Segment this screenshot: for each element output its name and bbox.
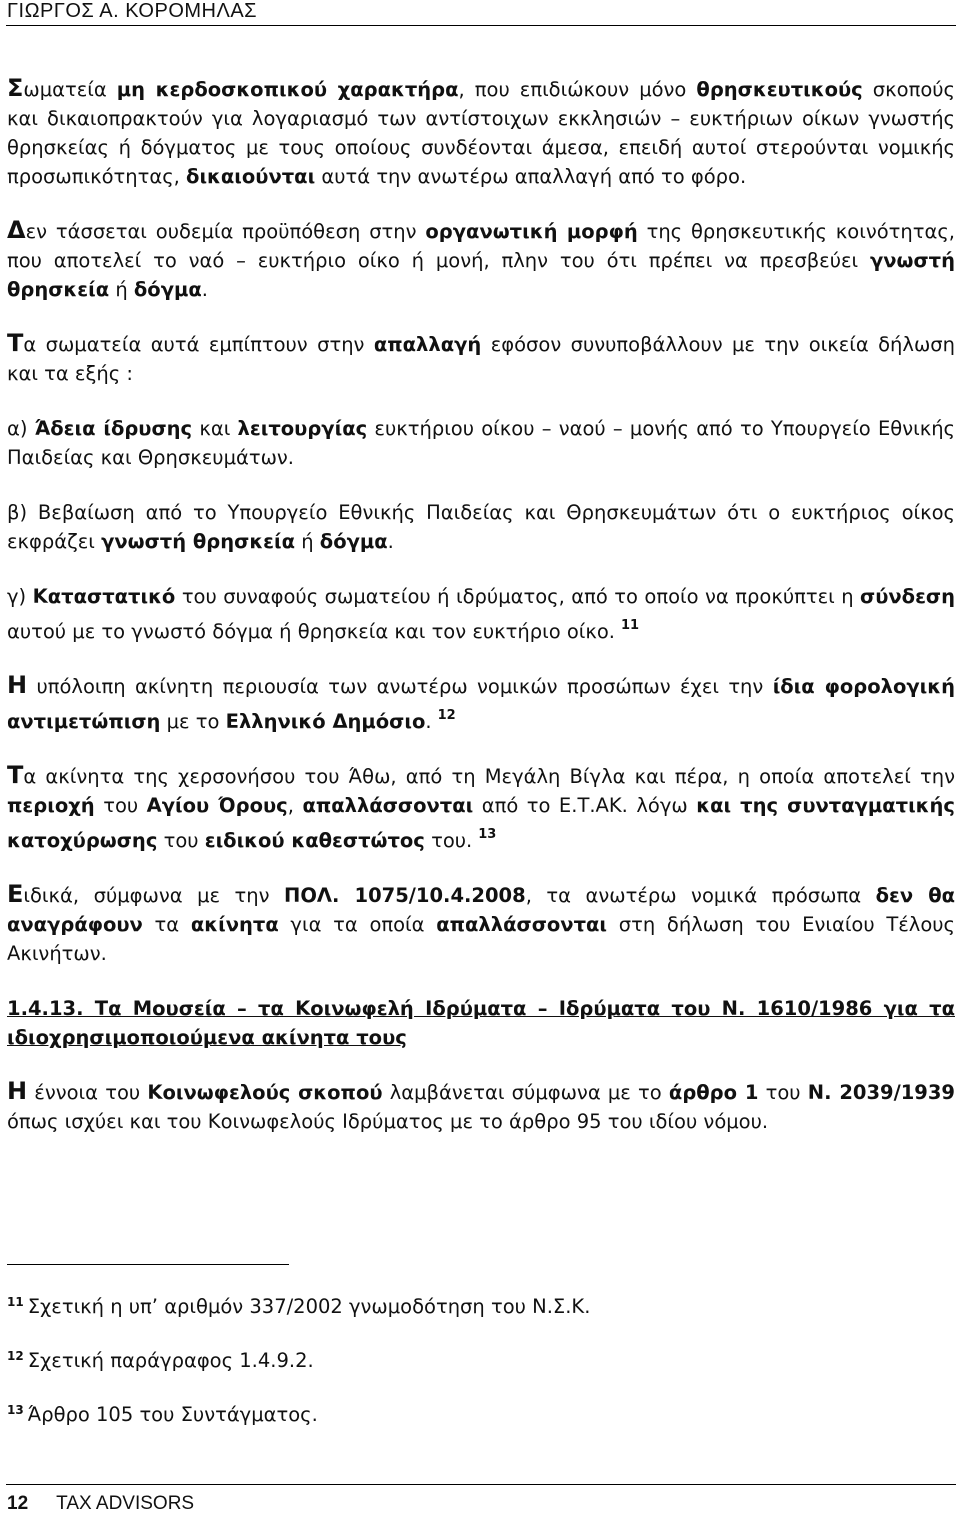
header-divider — [6, 25, 956, 26]
list-item-c: γ) Καταστατικό του συναφούς σωματείου ή ιδρύματος, από το οποίο να προκύπτει η σύνδεση αυτού με το γνωστό δόγμα ή θρησκεία και τον ευκτήριο οίκο. $^{11}$ — [7, 585, 956, 643]
footnote-number: 13 — [7, 1403, 24, 1417]
bold-phrase: Ελληνικό Δημόσιο — [225, 710, 426, 733]
footnote-number: 12 — [7, 1349, 24, 1363]
list-item-a: α) Άδεια ίδρυσης και λειτουργίας ευκτήριου οίκου – ναού – μονής από το Υπουργείο Εθνικής Παιδείας και Θρησκευμάτων. — [7, 417, 956, 469]
running-header-author: ΓΙΩΡΓΟΣ Α. ΚΟΡΟΜΗΛΑΣ — [7, 0, 258, 22]
footnote-text: Άρθρο 105 του Συντάγματος. — [27, 1403, 318, 1426]
paragraph-public-benefit: Η έννοια του Κοινωφελούς σκοπού λαμβάνεται σύμφωνα με το άρθρο 1 του Ν. 2039/1939 όπως ισχύει και του Κοινωφελούς Ιδρύματος με το άρθρο 95 του ιδίου νόμου. — [7, 1077, 955, 1133]
bold-phrase: δόγμα — [319, 530, 388, 553]
bold-phrase: γνωστή θρησκεία — [7, 249, 955, 301]
bold-phrase: οργανωτική μορφή — [425, 220, 638, 243]
section-heading: 1.4.13. Τα Μουσεία – τα Κοινωφελή Ιδρύματα – Ιδρύματα του Ν. 1610/1986 για τα ιδιοχρησιμοποιούμενα ακίνητα τους — [7, 997, 955, 1049]
bold-phrase: Κοινωφελούς σκοπού — [147, 1081, 383, 1104]
footnote-12 — [7, 1342, 955, 1375]
bold-phrase: δόγμα — [133, 278, 202, 301]
footnotes — [7, 1288, 955, 1450]
footnote-13 — [7, 1396, 955, 1429]
footnote-number: 11 — [7, 1295, 24, 1309]
footnote-separator — [7, 1264, 289, 1265]
footer-divider — [6, 1484, 956, 1485]
paragraph-associations: Σωματεία μη κερδοσκοπικού χαρακτήρα, που επιδιώκουν μόνο θρησκευτικούς σκοπούς και δικαιοπρακτούν για λογαριασμό των αντίστοιχων εκκλησιών – ευκτήριων οίκων γνωστής θρησκείας ή δόγματος με τους οποίους συνδέονται άμεσα, επειδή αυτοί στερούνται νομικής προσωπικότητας, δικαιούνται αυτά την ανωτέρω απαλλαγή από το φόρο. — [7, 74, 955, 188]
list-marker: γ) — [7, 585, 27, 608]
bold-phrase: ΠΟΛ. 1075/10.4.2008 — [284, 884, 526, 907]
bold-phrase: ακίνητα — [190, 913, 279, 936]
bold-phrase: γνωστή θρησκεία — [101, 530, 296, 553]
drop-initial: Δ — [7, 216, 26, 244]
running-footer — [7, 1493, 194, 1515]
drop-initial: Ε — [7, 880, 24, 908]
bold-phrase: δεν θα αναγράφουν — [7, 884, 955, 936]
footnote-11 — [7, 1288, 955, 1321]
bold-phrase: ειδικού καθεστώτος — [204, 829, 425, 852]
list-marker: β) — [7, 501, 28, 524]
bold-phrase: Ν. 2039/1939 — [807, 1081, 955, 1104]
page-number: 12 — [7, 1493, 29, 1514]
bold-phrase: περιοχή — [7, 794, 95, 817]
footnote-text: Σχετική παράγραφος 1.4.9.2. — [27, 1349, 314, 1372]
paragraph-organizational-form: Δεν τάσσεται ουδεμία προϋπόθεση στην οργανωτική μορφή της θρησκευτικής κοινότητας, που αποτελεί το ναό – ευκτήριο οίκο ή μονή, πλην του ότι πρέπει να πρεσβεύει γνωστή θρησκεία ή δόγμα. — [7, 216, 955, 301]
bold-phrase: σύνδεση — [860, 585, 956, 608]
paragraph-exemption-conditions: Τα σωματεία αυτά εμπίπτουν στην απαλλαγή εφόσον συνυποβάλλουν με την οικεία δήλωση και τα εξής : — [7, 329, 955, 385]
footnote-reference: 11 — [621, 618, 640, 633]
bold-phrase: λειτουργίας — [237, 417, 368, 440]
drop-initial: Σ — [7, 74, 24, 102]
bold-phrase: απαλλαγή — [373, 333, 482, 356]
bold-phrase: και της συνταγματικής κατοχύρωσης — [7, 794, 955, 852]
paragraph-remaining-property: Η υπόλοιπη ακίνητη περιουσία των ανωτέρω νομικών προσώπων έχει την ίδια φορολογική αντιμετώπιση με το Ελληνικό Δημόσιο. $^{12}$ — [7, 671, 955, 733]
drop-initial: Η — [7, 671, 28, 699]
bold-phrase: Άδεια ίδρυσης — [34, 417, 193, 440]
footnote-text: Σχετική η υπ’ αριθμόν 337/2002 γνωμοδότηση του Ν.Σ.Κ. — [27, 1295, 591, 1318]
drop-initial: Τ — [7, 761, 24, 789]
bold-phrase: ίδια φορολογική αντιμετώπιση — [7, 675, 955, 733]
footnote-reference: 12 — [437, 708, 456, 723]
drop-initial: Η — [7, 1077, 28, 1105]
document-body — [7, 75, 955, 1136]
bold-phrase: απαλλάσσονται — [436, 913, 608, 936]
bold-phrase: θρησκευτικούς — [696, 78, 863, 101]
paragraph-mount-athos: Τα ακίνητα της χερσονήσου του Άθω, από τη Μεγάλη Βίγλα και πέρα, η οποία αποτελεί την περιοχή του Αγίου Όρους, απαλλάσσονται από το Ε.Τ.ΑΚ. λόγω και της συνταγματικής κατοχύρωσης του ειδικού καθεστώτος του. $^{13}$ — [7, 761, 955, 852]
bold-phrase: μη κερδοσκοπικού χαρακτήρα — [116, 78, 459, 101]
list-item-b: β) Βεβαίωση από το Υπουργείο Εθνικής Παιδείας και Θρησκευμάτων ότι ο ευκτήριος οίκος εκφράζει γνωστή θρησκεία ή δόγμα. — [7, 501, 955, 553]
footnote-reference: 13 — [478, 827, 497, 842]
drop-initial: Τ — [7, 329, 24, 357]
bold-phrase: απαλλάσσονται — [302, 794, 474, 817]
bold-phrase: άρθρο 1 — [668, 1081, 759, 1104]
footer-label: TAX ADVISORS — [56, 1493, 195, 1514]
list-marker: α) — [7, 417, 28, 440]
bold-phrase: Καταστατικό — [32, 585, 176, 608]
paragraph-pol-circular: Ειδικά, σύμφωνα με την ΠΟΛ. 1075/10.4.2008, τα ανωτέρω νομικά πρόσωπα δεν θα αναγράφουν τα ακίνητα για τα οποία απαλλάσσονται στη δήλωση του Ενιαίου Τέλους Ακινήτων. — [7, 880, 955, 965]
bold-phrase: δικαιούνται — [186, 165, 316, 188]
bold-phrase: Αγίου Όρους — [146, 794, 288, 817]
